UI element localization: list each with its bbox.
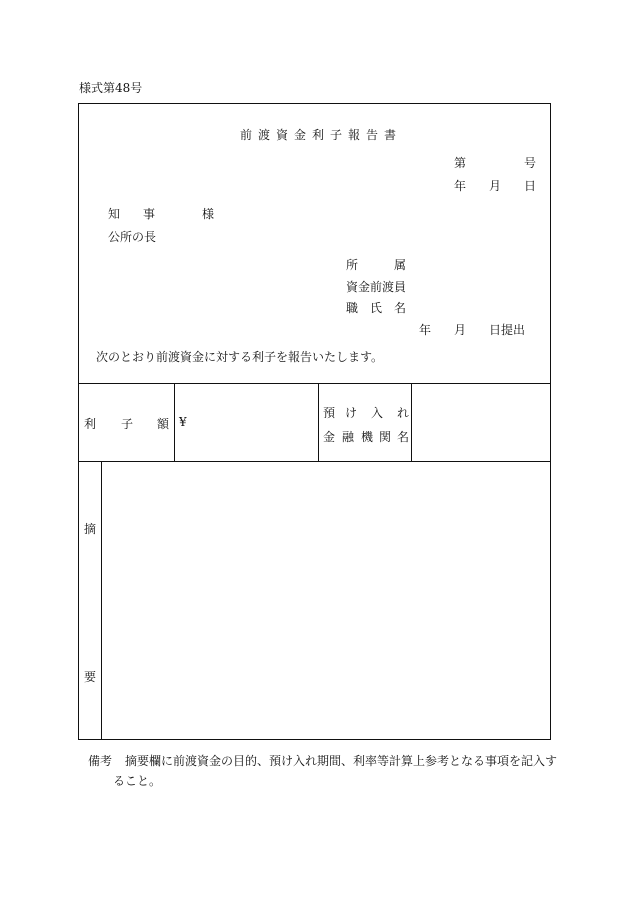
interest-label-3: 額 [157, 417, 170, 431]
doc-date-year: 年 [454, 179, 467, 193]
currency-symbol: ¥ [179, 415, 187, 429]
doc-number-prefix: 第 [454, 156, 467, 170]
note-label: 備考 [88, 754, 113, 768]
sender-name-1: 職 [346, 301, 359, 315]
col-divider-1 [174, 383, 175, 461]
bank-label-2-char-1: 金 [323, 430, 336, 444]
form-number: 様式第48号 [79, 81, 143, 95]
header-divider [78, 383, 551, 384]
bank-label-1-char-3: 入 [371, 406, 384, 420]
summary-input-area[interactable] [102, 462, 550, 739]
bank-label-1-char-1: 預 [323, 406, 336, 420]
addressee-governor-1: 知 [108, 207, 121, 221]
submission-month: 月 [454, 323, 467, 337]
summary-label-2: 要 [84, 670, 97, 684]
submission-year: 年 [419, 323, 432, 337]
report-text: 次のとおり前渡資金に対する利子を報告いたします。 [96, 350, 384, 364]
sender-officer: 資金前渡員 [346, 280, 407, 294]
addressee-office-head: 公所の長 [108, 230, 157, 244]
sender-name-3: 名 [394, 301, 407, 315]
doc-number-suffix: 号 [524, 156, 537, 170]
note-line-2: ること。 [113, 774, 162, 788]
col-divider-3 [411, 383, 412, 461]
interest-label-2: 子 [121, 417, 134, 431]
doc-date-day: 日 [524, 179, 537, 193]
bank-label-1-char-2: け [345, 406, 358, 420]
bank-label-2-char-4: 関 [379, 430, 392, 444]
bank-label-2-char-5: 名 [397, 430, 410, 444]
sender-affiliation-2: 属 [394, 258, 407, 272]
sender-affiliation-1: 所 [346, 258, 359, 272]
submission-day: 日提出 [489, 323, 526, 337]
note-line-1: 摘要欄に前渡資金の目的、預け入れ期間、利率等計算上参考となる事項を記入す [125, 754, 558, 768]
doc-date-month: 月 [489, 179, 502, 193]
interest-label-1: 利 [84, 417, 97, 431]
sender-name-2: 氏 [370, 301, 383, 315]
bank-label-2-char-2: 融 [342, 430, 355, 444]
bank-label-1-char-4: れ [397, 406, 410, 420]
form-title: 前渡資金利子報告書 [240, 128, 403, 142]
col-divider-2 [318, 383, 319, 461]
addressee-honorific: 様 [202, 207, 215, 221]
addressee-governor-2: 事 [143, 207, 156, 221]
summary-label-1: 摘 [84, 522, 97, 536]
bank-label-2-char-3: 機 [361, 430, 374, 444]
